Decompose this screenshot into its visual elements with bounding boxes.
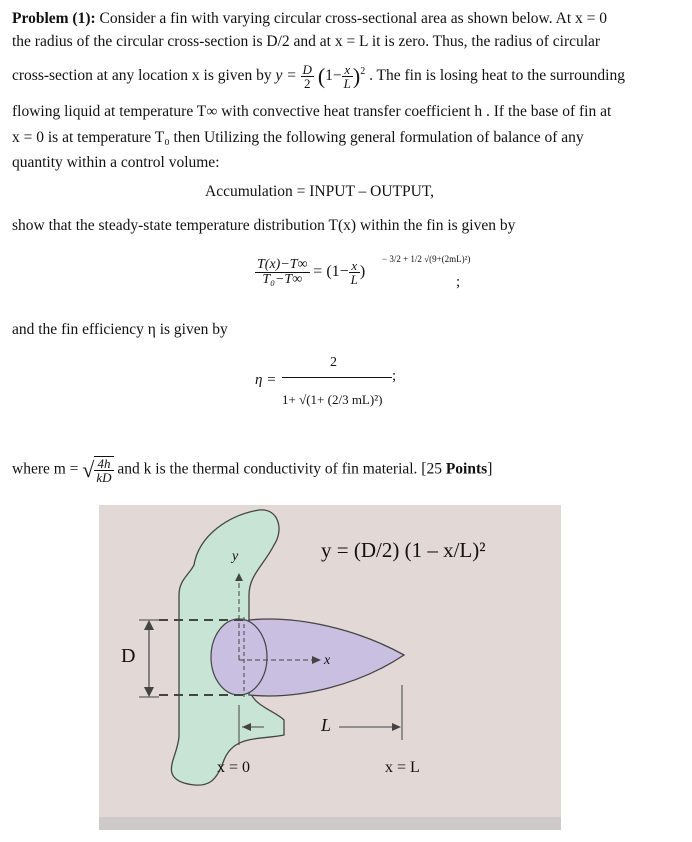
figure-l-label: L [321,715,332,735]
figure-x0-label: x = 0 [217,759,251,776]
temperature-equation: $\frac{T(x)-T\infty}{\text{T₀−T∞}}$ = (1− $\frac{x}{L}$ ) [257,257,366,287]
points-label: Points [445,460,488,478]
efficiency-fraction-bar [282,377,392,378]
temperature-exponent: − 3/2 + 1/2 √(9+(2mL)²) [382,254,471,264]
problem-line-4: flowing liquid at temperature T∞ with convective heat transfer coefficient h . If the base of fin at [12,103,612,120]
figure-formula: y = (D/2) (1 – x/L)² [321,538,486,562]
m-fraction: $\frac{4h}{kD}$ [96,456,112,485]
figure-d-label: D [121,645,136,667]
figure-xl-label: x = L [385,759,420,776]
problem-line-6: quantity within a control volume: [12,154,220,171]
figure-x-label: x [324,653,331,668]
problem-line-1 [12,10,607,28]
problem-line-3: cross-section at any location x is given by y = $\frac{D}{2}$ (1− $\frac{x}{L}$ )$^2$ . The fin is losing heat to the surrounding [12,62,625,91]
efficiency-numerator: 2 [330,355,337,370]
problem-line-7: show that the steady-state temperature distribution T(x) within the fin is given by [12,217,516,234]
figure-bottom-bar [99,817,561,830]
efficiency-lhs: η = [255,372,277,388]
problem-line-8: and the fin efficiency η is given by [12,321,228,338]
problem-label: Problem (1): [12,10,96,27]
balance-equation: Accumulation = INPUT – OUTPUT, [205,183,435,200]
efficiency-semicolon: ; [392,368,397,384]
problem-text-1: Consider a fin with varying circular cross-sectional area as shown below. At x = 0 [95,10,608,27]
fin-figure [99,505,561,830]
radius-eq-frac: $\frac{D}{2}$ [302,62,312,91]
problem-line-2: the radius of the circular cross-section is D/2 and at x = L it is zero. Thus, the radius of circular [12,33,601,50]
radius-eq-lhs: y = [275,67,297,85]
temperature-semicolon: ; [456,274,461,290]
efficiency-denominator: 1+ √(1+ (2/3 mL)²) [282,392,383,407]
figure-y-label: y [232,549,239,564]
where-line: where m = √ $\frac{4h}{kD}$ and k is the thermal conductivity of fin material. [25 Points] [12,456,493,485]
problem-line-5: x = 0 is at temperature T₀ then Utilizing the following general formulation of balance of any [12,129,584,146]
